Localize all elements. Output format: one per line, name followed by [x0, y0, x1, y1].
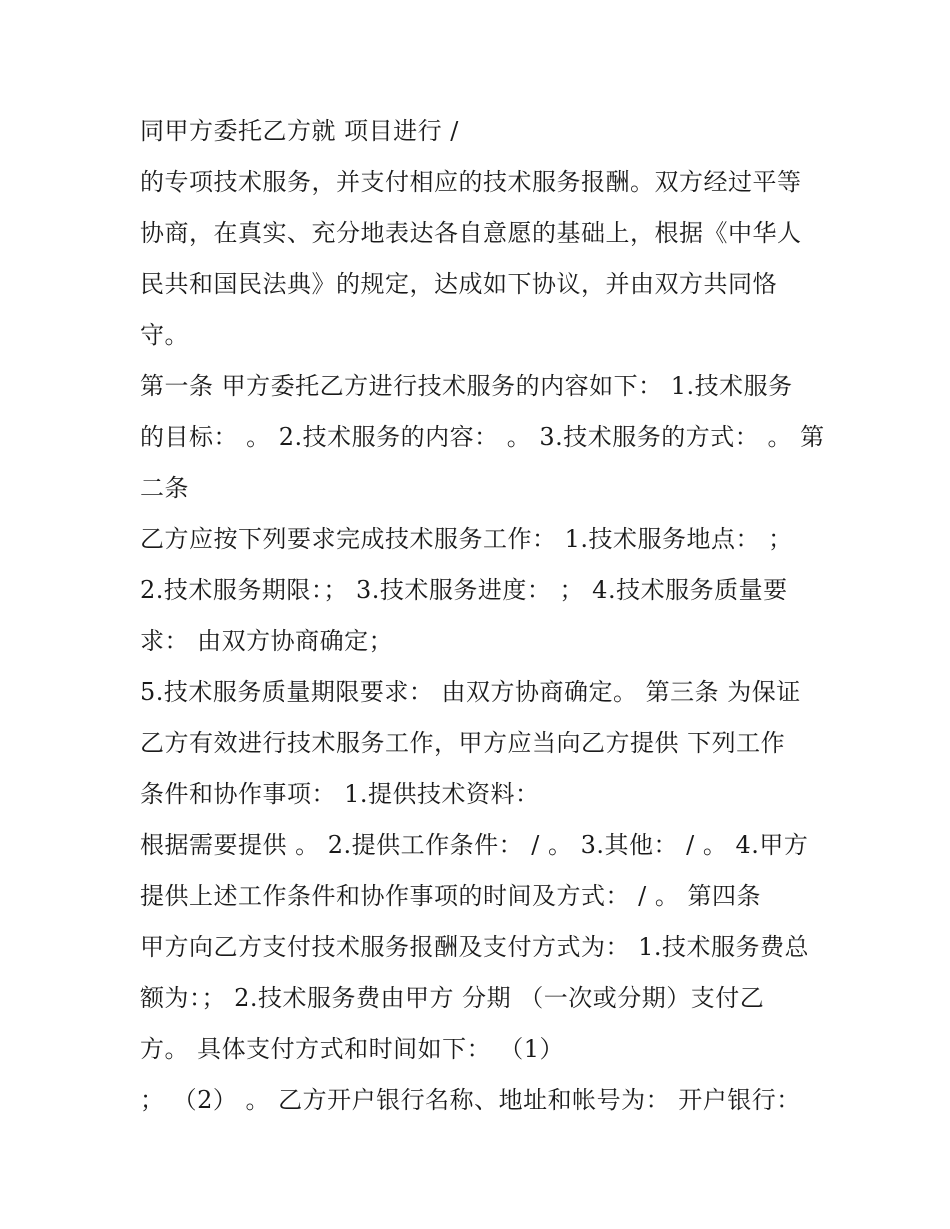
- text-line: 的目标： 。 2.技术服务的内容： 。 3.技术服务的方式： 。 第: [140, 423, 825, 451]
- text-line: 乙方应按下列要求完成技术服务工作： 1.技术服务地点： ；: [140, 525, 793, 553]
- text-line: 民共和国民法典》的规定，达成如下协议，并由双方共同恪: [140, 270, 777, 298]
- text-line: 二条: [140, 474, 189, 502]
- text-line: 求： 由双方协商确定；: [140, 627, 394, 655]
- text-line: 同甲方委托乙方就 项目进行 /: [140, 117, 459, 145]
- text-line: 方。 具体支付方式和时间如下： （1）: [140, 1035, 565, 1063]
- text-line: 守。: [140, 321, 189, 349]
- text-line: ； （2） 。 乙方开户银行名称、地址和帐号为： 开户银行：: [140, 1086, 801, 1114]
- text-line: 协商，在真实、充分地表达各自意愿的基础上，根据《中华人: [140, 219, 802, 247]
- text-line: 的专项技术服务，并支付相应的技术服务报酬。双方经过平等: [140, 168, 802, 196]
- text-line: 额为：； 2.技术服务费由甲方 分期 （一次或分期）支付乙: [140, 984, 765, 1012]
- text-line: 提供上述工作条件和协作事项的时间及方式： / 。 第四条: [140, 882, 761, 910]
- text-line: 乙方有效进行技术服务工作，甲方应当向乙方提供 下列工作: [140, 729, 786, 757]
- text-line: 根据需要提供 。 2.提供工作条件： / 。 3.其他： / 。 4.甲方: [140, 831, 809, 859]
- text-line: 条件和协作事项： 1.提供技术资料：: [140, 780, 540, 808]
- text-line: 2.技术服务期限：； 3.技术服务进度： ； 4.技术服务质量要: [140, 576, 788, 604]
- text-line: 第一条 甲方委托乙方进行技术服务的内容如下： 1.技术服务: [140, 372, 793, 400]
- text-line: 甲方向乙方支付技术服务报酬及支付方式为： 1.技术服务费总: [140, 933, 810, 961]
- contract-text: [140, 106, 825, 1126]
- text-line: 5.技术服务质量期限要求： 由双方协商确定。 第三条 为保证: [140, 678, 801, 706]
